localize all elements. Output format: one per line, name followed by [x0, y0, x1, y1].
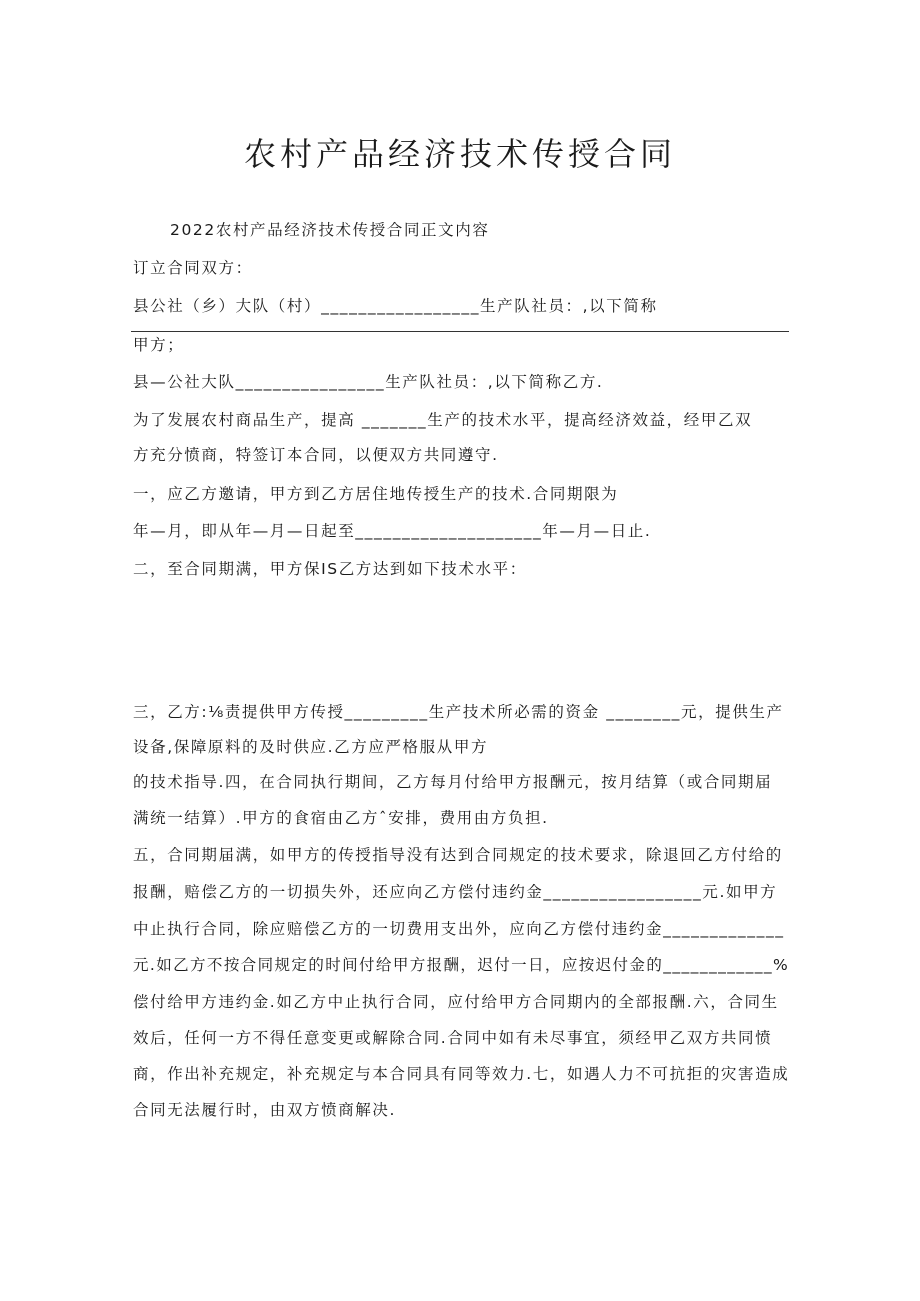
text-line: 甲方；	[133, 336, 185, 354]
document-title: 农村产品经济技术传授合同	[243, 135, 676, 173]
text-line: 偿付给甲方违约金.如乙方中止执行合同，应付给甲方合同期内的全部报酬.六，合同生	[133, 993, 779, 1011]
text-line: 效后，任何一方不得任意变更或解除合同.合同中如有未尽事宜，须经甲乙双方共同愤	[133, 1029, 773, 1047]
text-line: 一，应乙方邀请，甲方到乙方居住地传授生产的技术.合同期限为	[133, 485, 619, 503]
text-line: 县—公社大队________________生产队社员：,以下简称乙方.	[133, 373, 604, 391]
text-line: 的技术指导.四，在合同执行期间，乙方每月付给甲方报酬元，按月结算（或合同期届	[133, 773, 773, 791]
text-line: 年—月，即从年—月—日起至____________________年—月—日止.	[133, 522, 652, 540]
text-line: 五，合同期届满，如甲方的传授指导没有达到合同规定的技术要求，除退回乙方付给的	[133, 846, 783, 864]
text-line: 三，乙方:⅛责提供甲方传授_________生产技术所必需的资金 ________元，提供生产	[133, 703, 784, 721]
text-line: 中止执行合同，除应赔偿乙方的一切费用支出外，应向乙方偿付违约金_____________	[133, 920, 785, 938]
text-line: 满统一结算）.甲方的食宿由乙方ˆ安排，费用由方负担.	[133, 809, 549, 827]
horizontal-rule	[131, 331, 789, 332]
text-line: 二，至合同期满，甲方保IS乙方达到如下技术水平：	[133, 560, 527, 578]
text-line: 元.如乙方不按合同规定的时间付给甲方报酬，迟付一日，应按迟付金的____________%	[133, 956, 790, 974]
text-line: 订立合同双方：	[133, 259, 253, 277]
text-line: 报酬，赔偿乙方的一切损失外，还应向乙方偿付违约金_________________元.如甲方	[133, 883, 778, 901]
text-line: 方充分愤商，特签订本合同，以便双方共同遵守.	[133, 446, 499, 464]
text-line: 为了发展农村商品生产，提高 _______生产的技术水平，提高经济效益，经甲乙双	[133, 411, 753, 429]
text-line: 商，作出补充规定，补充规定与本合同具有同等效力.七，如遇人力不可抗拒的灾害造成	[133, 1065, 790, 1083]
subtitle-line: 2022农村产品经济技术传授合同正文内容	[170, 221, 490, 239]
text-line: 设备,保障原料的及时供应.乙方应严格服从甲方	[133, 738, 489, 756]
text-line: 县公社（乡）大队（村）_________________生产队社员：,以下简称	[133, 297, 658, 315]
text-line: 合同无法履行时，由双方愤商解决.	[133, 1101, 397, 1119]
